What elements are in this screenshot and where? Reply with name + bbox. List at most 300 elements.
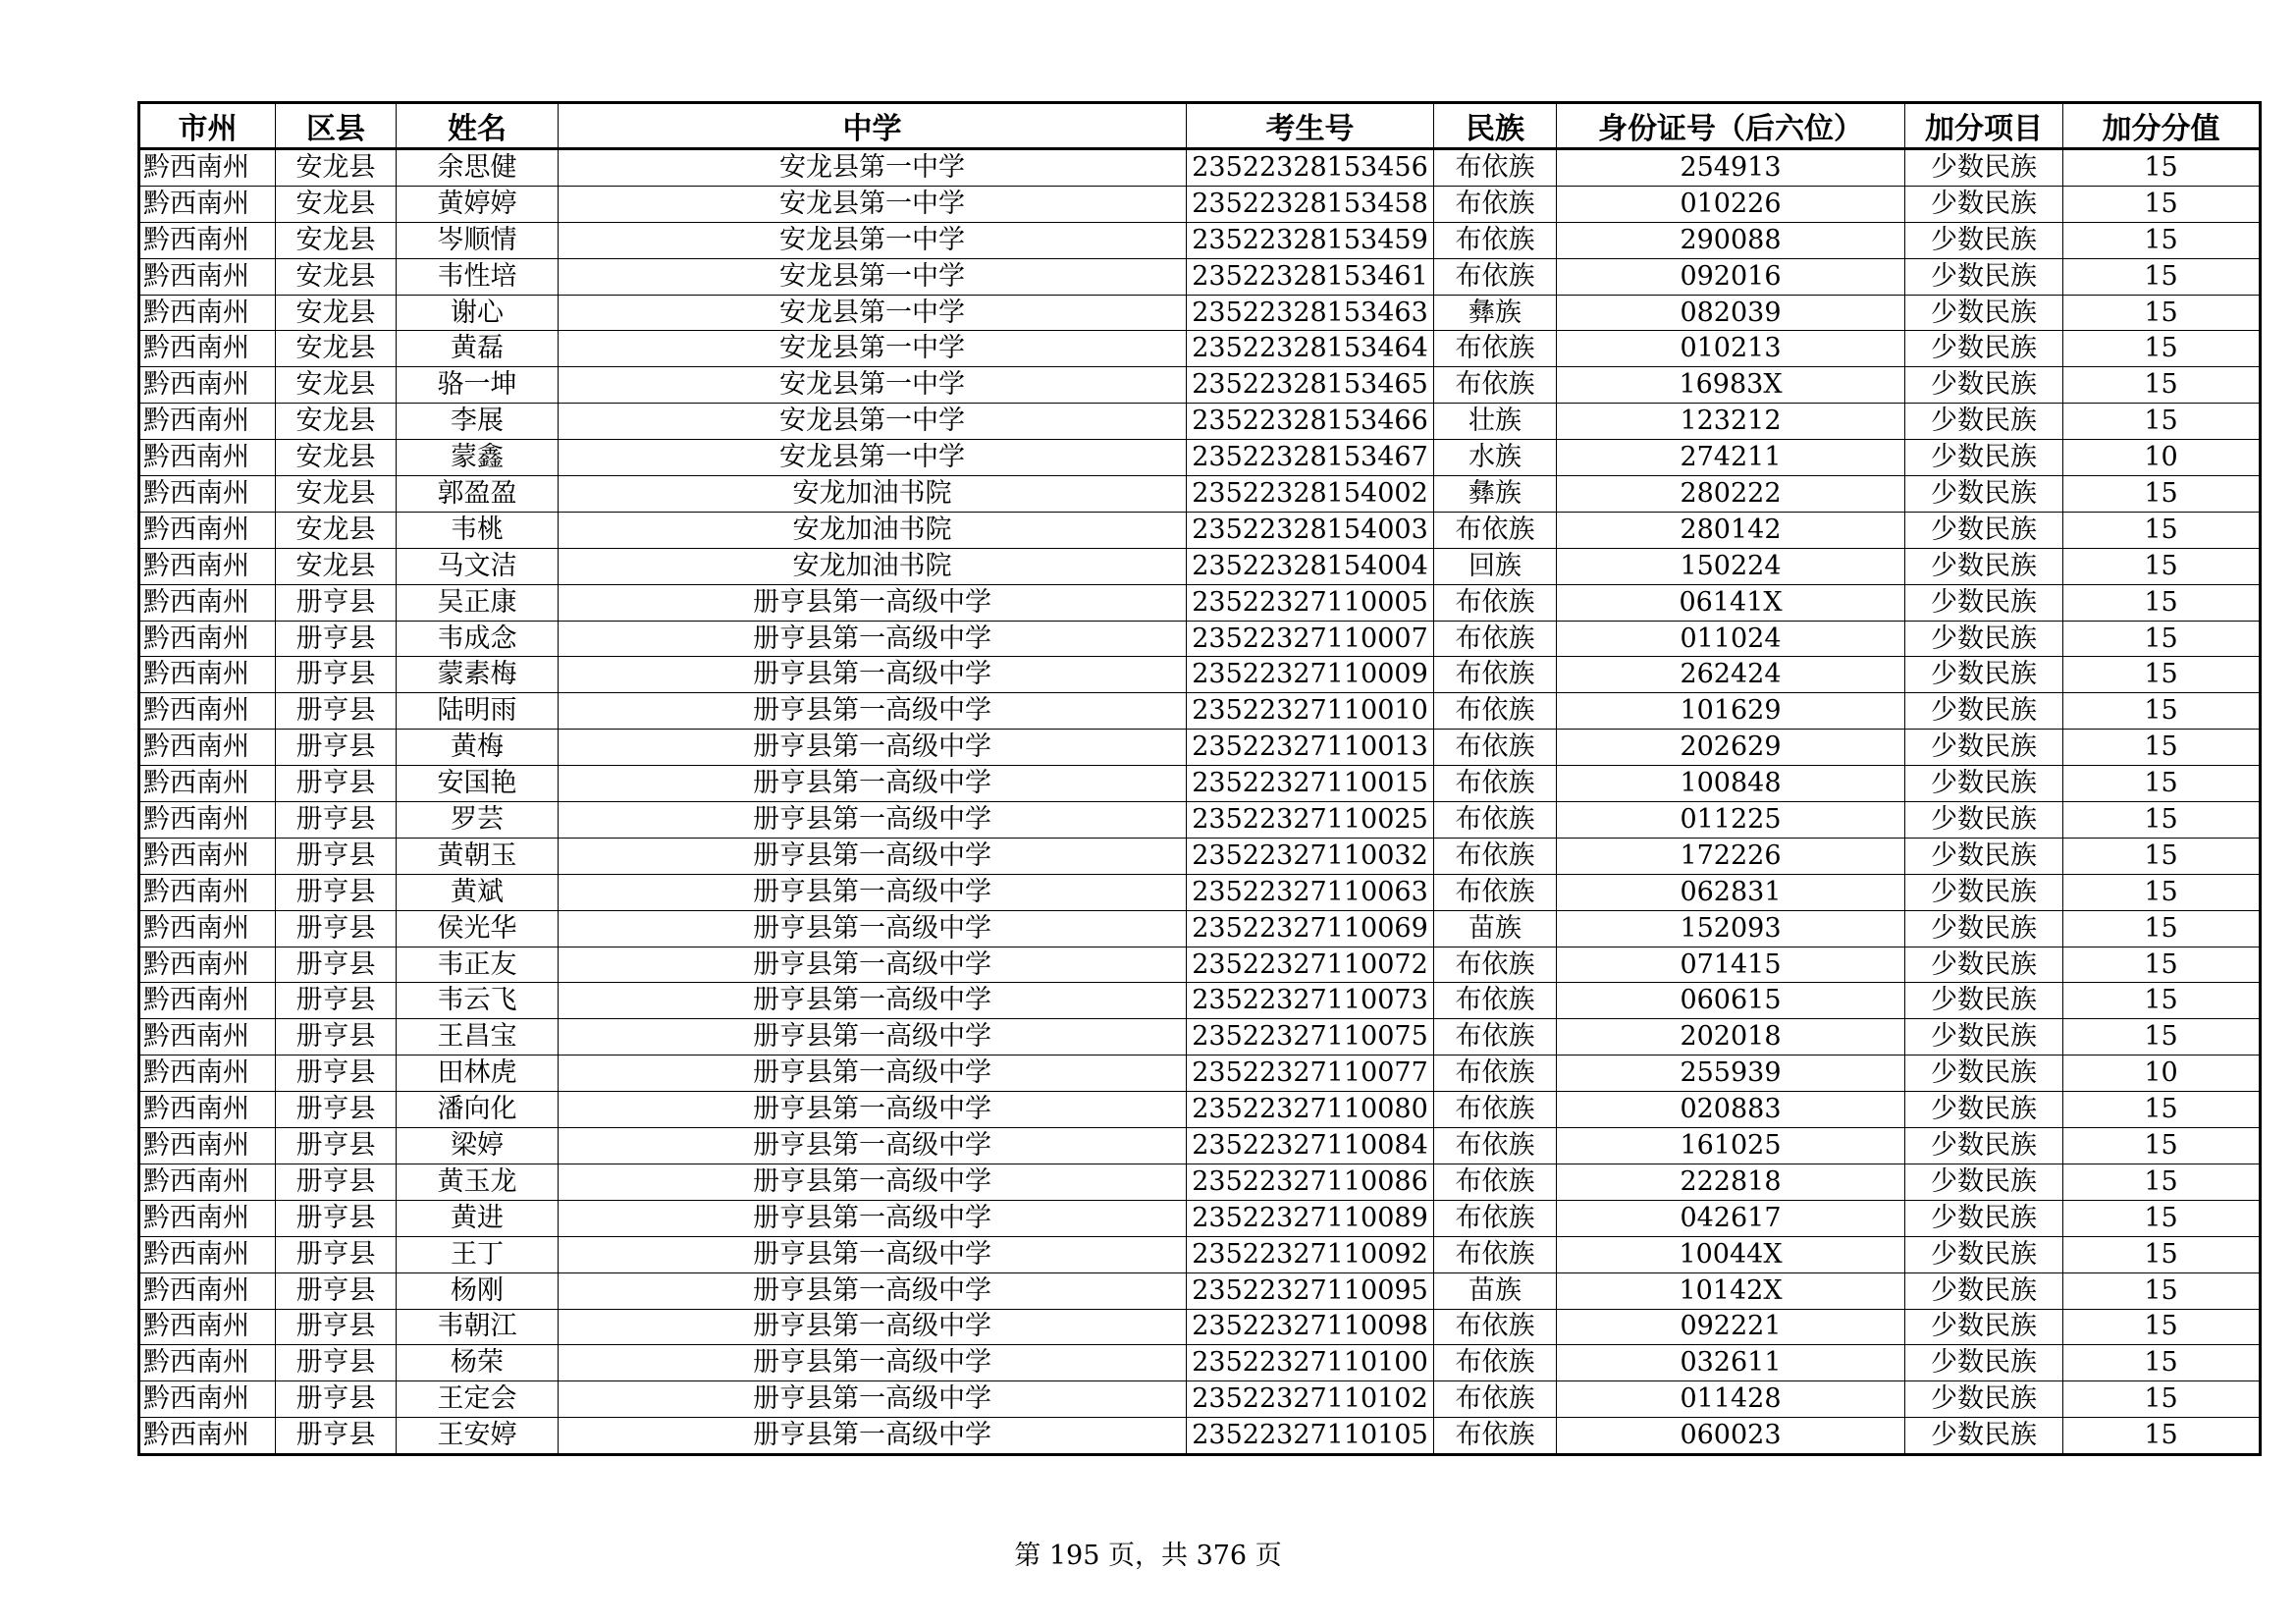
cell-name: 蒙鑫 — [397, 440, 559, 476]
cell-ethnicity: 布依族 — [1434, 584, 1557, 621]
cell-name: 梁婷 — [397, 1128, 559, 1164]
cell-bonus-item: 少数民族 — [1905, 512, 2063, 548]
cell-bonus-points: 15 — [2063, 1019, 2261, 1056]
table-row — [139, 766, 2261, 802]
cell-county: 安龙县 — [276, 258, 397, 295]
cell-ethnicity: 布依族 — [1434, 1345, 1557, 1381]
cell-school: 安龙县第一中学 — [559, 331, 1187, 367]
cell-ethnicity: 布依族 — [1434, 1236, 1557, 1272]
cell-id-suffix: 042617 — [1557, 1200, 1905, 1236]
cell-county: 册亨县 — [276, 1200, 397, 1236]
cell-bonus-points: 15 — [2063, 693, 2261, 730]
table-row — [139, 730, 2261, 766]
cell-bonus-points: 15 — [2063, 367, 2261, 404]
cell-ethnicity: 彝族 — [1434, 295, 1557, 331]
cell-exam-number: 23522327110010 — [1187, 693, 1434, 730]
cell-bonus-item: 少数民族 — [1905, 621, 2063, 657]
cell-name: 谢心 — [397, 295, 559, 331]
cell-id-suffix: 100848 — [1557, 766, 1905, 802]
cell-city: 黔西南州 — [139, 548, 276, 584]
cell-bonus-item: 少数民族 — [1905, 404, 2063, 440]
cell-name: 韦云飞 — [397, 983, 559, 1019]
cell-county: 册亨县 — [276, 874, 397, 910]
cell-bonus-points: 10 — [2063, 440, 2261, 476]
cell-id-suffix: 020883 — [1557, 1092, 1905, 1128]
cell-id-suffix: 152093 — [1557, 910, 1905, 947]
cell-ethnicity: 布依族 — [1434, 1200, 1557, 1236]
cell-exam-number: 23522328153466 — [1187, 404, 1434, 440]
cell-name: 韦朝江 — [397, 1309, 559, 1345]
cell-city: 黔西南州 — [139, 1200, 276, 1236]
cell-bonus-points: 15 — [2063, 1092, 2261, 1128]
cell-name: 黄玉龙 — [397, 1164, 559, 1200]
cell-id-suffix: 010213 — [1557, 331, 1905, 367]
cell-name: 王定会 — [397, 1381, 559, 1418]
table-row — [139, 874, 2261, 910]
cell-exam-number: 23522327110086 — [1187, 1164, 1434, 1200]
cell-bonus-item: 少数民族 — [1905, 476, 2063, 513]
cell-id-suffix: 062831 — [1557, 874, 1905, 910]
cell-exam-number: 23522327110073 — [1187, 983, 1434, 1019]
cell-county: 安龙县 — [276, 331, 397, 367]
cell-id-suffix: 202629 — [1557, 730, 1905, 766]
table-row — [139, 1019, 2261, 1056]
cell-name: 侯光华 — [397, 910, 559, 947]
cell-city: 黔西南州 — [139, 222, 276, 258]
cell-bonus-points: 15 — [2063, 331, 2261, 367]
cell-exam-number: 23522327110069 — [1187, 910, 1434, 947]
cell-ethnicity: 彝族 — [1434, 476, 1557, 513]
cell-name: 田林虎 — [397, 1056, 559, 1092]
cell-id-suffix: 16983X — [1557, 367, 1905, 404]
cell-bonus-item: 少数民族 — [1905, 983, 2063, 1019]
table-row — [139, 838, 2261, 874]
cell-ethnicity: 布依族 — [1434, 838, 1557, 874]
table-row — [139, 258, 2261, 295]
cell-name: 韦性培 — [397, 258, 559, 295]
cell-county: 安龙县 — [276, 512, 397, 548]
cell-ethnicity: 布依族 — [1434, 258, 1557, 295]
cell-county: 册亨县 — [276, 621, 397, 657]
cell-city: 黔西南州 — [139, 1418, 276, 1455]
cell-bonus-item: 少数民族 — [1905, 548, 2063, 584]
cell-exam-number: 23522327110013 — [1187, 730, 1434, 766]
header-name: 姓名 — [397, 103, 559, 149]
cell-name: 岑顺情 — [397, 222, 559, 258]
cell-ethnicity: 布依族 — [1434, 222, 1557, 258]
cell-school: 安龙县第一中学 — [559, 440, 1187, 476]
cell-bonus-item: 少数民族 — [1905, 1092, 2063, 1128]
cell-bonus-item: 少数民族 — [1905, 1164, 2063, 1200]
cell-city: 黔西南州 — [139, 512, 276, 548]
cell-id-suffix: 262424 — [1557, 657, 1905, 693]
cell-name: 韦正友 — [397, 947, 559, 983]
cell-exam-number: 23522328153458 — [1187, 186, 1434, 222]
cell-ethnicity: 布依族 — [1434, 874, 1557, 910]
table-row — [139, 331, 2261, 367]
cell-bonus-item: 少数民族 — [1905, 222, 2063, 258]
cell-exam-number: 23522328154004 — [1187, 548, 1434, 584]
table-row — [139, 1164, 2261, 1200]
cell-bonus-item: 少数民族 — [1905, 766, 2063, 802]
cell-county: 安龙县 — [276, 186, 397, 222]
cell-name: 杨刚 — [397, 1272, 559, 1309]
cell-city: 黔西南州 — [139, 476, 276, 513]
cell-exam-number: 23522327110007 — [1187, 621, 1434, 657]
cell-bonus-points: 15 — [2063, 838, 2261, 874]
cell-bonus-item: 少数民族 — [1905, 331, 2063, 367]
cell-ethnicity: 布依族 — [1434, 149, 1557, 187]
cell-bonus-item: 少数民族 — [1905, 258, 2063, 295]
cell-city: 黔西南州 — [139, 440, 276, 476]
table-row — [139, 222, 2261, 258]
cell-county: 安龙县 — [276, 367, 397, 404]
cell-name: 黄婷婷 — [397, 186, 559, 222]
table-row — [139, 1309, 2261, 1345]
cell-ethnicity: 布依族 — [1434, 947, 1557, 983]
cell-bonus-points: 15 — [2063, 766, 2261, 802]
cell-city: 黔西南州 — [139, 584, 276, 621]
cell-exam-number: 23522327110089 — [1187, 1200, 1434, 1236]
header-id-suffix: 身份证号（后六位） — [1557, 103, 1905, 149]
cell-exam-number: 23522328154003 — [1187, 512, 1434, 548]
cell-id-suffix: 10142X — [1557, 1272, 1905, 1309]
cell-exam-number: 23522327110077 — [1187, 1056, 1434, 1092]
cell-county: 册亨县 — [276, 1164, 397, 1200]
cell-school: 册亨县第一高级中学 — [559, 1128, 1187, 1164]
cell-exam-number: 23522327110009 — [1187, 657, 1434, 693]
cell-school: 册亨县第一高级中学 — [559, 838, 1187, 874]
table-row — [139, 440, 2261, 476]
cell-bonus-item: 少数民族 — [1905, 295, 2063, 331]
cell-city: 黔西南州 — [139, 367, 276, 404]
cell-bonus-item: 少数民族 — [1905, 1345, 2063, 1381]
cell-bonus-item: 少数民族 — [1905, 1056, 2063, 1092]
cell-bonus-item: 少数民族 — [1905, 730, 2063, 766]
cell-city: 黔西南州 — [139, 331, 276, 367]
cell-ethnicity: 壮族 — [1434, 404, 1557, 440]
cell-city: 黔西南州 — [139, 1272, 276, 1309]
header-ethnicity: 民族 — [1434, 103, 1557, 149]
cell-name: 黄进 — [397, 1200, 559, 1236]
cell-name: 王丁 — [397, 1236, 559, 1272]
cell-id-suffix: 060023 — [1557, 1418, 1905, 1455]
cell-name: 潘向化 — [397, 1092, 559, 1128]
cell-school: 册亨县第一高级中学 — [559, 730, 1187, 766]
cell-name: 杨荣 — [397, 1345, 559, 1381]
cell-bonus-points: 15 — [2063, 186, 2261, 222]
cell-bonus-item: 少数民族 — [1905, 1200, 2063, 1236]
cell-bonus-points: 15 — [2063, 258, 2261, 295]
cell-bonus-points: 15 — [2063, 548, 2261, 584]
table-row — [139, 512, 2261, 548]
cell-county: 册亨县 — [276, 1345, 397, 1381]
cell-school: 册亨县第一高级中学 — [559, 621, 1187, 657]
cell-bonus-points: 15 — [2063, 149, 2261, 187]
cell-id-suffix: 280142 — [1557, 512, 1905, 548]
cell-id-suffix: 011428 — [1557, 1381, 1905, 1418]
cell-city: 黔西南州 — [139, 404, 276, 440]
cell-city: 黔西南州 — [139, 1381, 276, 1418]
cell-bonus-item: 少数民族 — [1905, 1309, 2063, 1345]
cell-bonus-points: 15 — [2063, 1236, 2261, 1272]
cell-county: 安龙县 — [276, 295, 397, 331]
cell-ethnicity: 布依族 — [1434, 730, 1557, 766]
cell-bonus-points: 15 — [2063, 404, 2261, 440]
table-row — [139, 910, 2261, 947]
header-county: 区县 — [276, 103, 397, 149]
cell-city: 黔西南州 — [139, 1092, 276, 1128]
cell-exam-number: 23522328153464 — [1187, 331, 1434, 367]
cell-ethnicity: 布依族 — [1434, 1092, 1557, 1128]
cell-id-suffix: 082039 — [1557, 295, 1905, 331]
cell-name: 蒙素梅 — [397, 657, 559, 693]
cell-bonus-item: 少数民族 — [1905, 693, 2063, 730]
table-row — [139, 295, 2261, 331]
cell-school: 安龙县第一中学 — [559, 222, 1187, 258]
cell-id-suffix: 290088 — [1557, 222, 1905, 258]
cell-id-suffix: 161025 — [1557, 1128, 1905, 1164]
table-row — [139, 367, 2261, 404]
cell-county: 册亨县 — [276, 1128, 397, 1164]
cell-bonus-points: 15 — [2063, 476, 2261, 513]
cell-school: 安龙县第一中学 — [559, 149, 1187, 187]
cell-city: 黔西南州 — [139, 1128, 276, 1164]
table-row — [139, 186, 2261, 222]
cell-city: 黔西南州 — [139, 657, 276, 693]
cell-county: 册亨县 — [276, 657, 397, 693]
cell-name: 韦成念 — [397, 621, 559, 657]
cell-school: 册亨县第一高级中学 — [559, 910, 1187, 947]
cell-county: 安龙县 — [276, 548, 397, 584]
cell-county: 册亨县 — [276, 1381, 397, 1418]
cell-school: 册亨县第一高级中学 — [559, 693, 1187, 730]
cell-school: 册亨县第一高级中学 — [559, 1418, 1187, 1455]
cell-id-suffix: 06141X — [1557, 584, 1905, 621]
cell-id-suffix: 150224 — [1557, 548, 1905, 584]
cell-bonus-points: 15 — [2063, 621, 2261, 657]
table-row — [139, 1418, 2261, 1455]
cell-school: 安龙县第一中学 — [559, 404, 1187, 440]
cell-bonus-item: 少数民族 — [1905, 440, 2063, 476]
cell-city: 黔西南州 — [139, 1019, 276, 1056]
table-row — [139, 476, 2261, 513]
cell-name: 马文洁 — [397, 548, 559, 584]
cell-bonus-item: 少数民族 — [1905, 1418, 2063, 1455]
cell-id-suffix: 274211 — [1557, 440, 1905, 476]
cell-bonus-item: 少数民族 — [1905, 367, 2063, 404]
cell-school: 册亨县第一高级中学 — [559, 1272, 1187, 1309]
cell-ethnicity: 布依族 — [1434, 693, 1557, 730]
cell-ethnicity: 布依族 — [1434, 983, 1557, 1019]
cell-id-suffix: 255939 — [1557, 1056, 1905, 1092]
cell-county: 册亨县 — [276, 693, 397, 730]
page-number: 第 195 页，共 376 页 — [1014, 1541, 1282, 1571]
header-bonus-item: 加分项目 — [1905, 103, 2063, 149]
cell-exam-number: 23522327110102 — [1187, 1381, 1434, 1418]
cell-school: 册亨县第一高级中学 — [559, 1381, 1187, 1418]
cell-bonus-points: 15 — [2063, 947, 2261, 983]
cell-exam-number: 23522328153461 — [1187, 258, 1434, 295]
header-exam-number: 考生号 — [1187, 103, 1434, 149]
table-row — [139, 983, 2261, 1019]
cell-county: 册亨县 — [276, 1272, 397, 1309]
cell-county: 安龙县 — [276, 404, 397, 440]
cell-city: 黔西南州 — [139, 621, 276, 657]
cell-name: 黄朝玉 — [397, 838, 559, 874]
cell-school: 安龙县第一中学 — [559, 295, 1187, 331]
cell-exam-number: 23522327110080 — [1187, 1092, 1434, 1128]
cell-bonus-item: 少数民族 — [1905, 1128, 2063, 1164]
cell-city: 黔西南州 — [139, 947, 276, 983]
cell-name: 余思健 — [397, 149, 559, 187]
cell-city: 黔西南州 — [139, 149, 276, 187]
cell-id-suffix: 101629 — [1557, 693, 1905, 730]
cell-ethnicity: 布依族 — [1434, 186, 1557, 222]
cell-city: 黔西南州 — [139, 258, 276, 295]
table-row — [139, 1056, 2261, 1092]
cell-bonus-item: 少数民族 — [1905, 584, 2063, 621]
cell-school: 安龙加油书院 — [559, 512, 1187, 548]
cell-school: 安龙县第一中学 — [559, 367, 1187, 404]
cell-ethnicity: 回族 — [1434, 548, 1557, 584]
header-school: 中学 — [559, 103, 1187, 149]
cell-name: 陆明雨 — [397, 693, 559, 730]
cell-name: 骆一坤 — [397, 367, 559, 404]
cell-exam-number: 23522328153456 — [1187, 149, 1434, 187]
cell-county: 册亨县 — [276, 584, 397, 621]
cell-name: 王安婷 — [397, 1418, 559, 1455]
cell-bonus-item: 少数民族 — [1905, 874, 2063, 910]
cell-exam-number: 23522328153465 — [1187, 367, 1434, 404]
cell-school: 册亨县第一高级中学 — [559, 1164, 1187, 1200]
cell-city: 黔西南州 — [139, 802, 276, 839]
cell-bonus-item: 少数民族 — [1905, 1019, 2063, 1056]
cell-bonus-points: 15 — [2063, 983, 2261, 1019]
cell-id-suffix: 071415 — [1557, 947, 1905, 983]
cell-name: 郭盈盈 — [397, 476, 559, 513]
cell-ethnicity: 布依族 — [1434, 367, 1557, 404]
cell-bonus-points: 15 — [2063, 295, 2261, 331]
cell-school: 册亨县第一高级中学 — [559, 1200, 1187, 1236]
cell-ethnicity: 布依族 — [1434, 1164, 1557, 1200]
cell-bonus-item: 少数民族 — [1905, 186, 2063, 222]
cell-county: 安龙县 — [276, 476, 397, 513]
cell-county: 册亨县 — [276, 766, 397, 802]
cell-bonus-points: 15 — [2063, 802, 2261, 839]
cell-id-suffix: 060615 — [1557, 983, 1905, 1019]
cell-city: 黔西南州 — [139, 766, 276, 802]
cell-county: 册亨县 — [276, 1019, 397, 1056]
cell-bonus-item: 少数民族 — [1905, 947, 2063, 983]
cell-ethnicity: 布依族 — [1434, 657, 1557, 693]
table-row — [139, 548, 2261, 584]
cell-exam-number: 23522327110075 — [1187, 1019, 1434, 1056]
cell-ethnicity: 布依族 — [1434, 331, 1557, 367]
cell-city: 黔西南州 — [139, 1056, 276, 1092]
cell-county: 册亨县 — [276, 1418, 397, 1455]
cell-bonus-points: 15 — [2063, 730, 2261, 766]
cell-id-suffix: 011225 — [1557, 802, 1905, 839]
cell-school: 册亨县第一高级中学 — [559, 1309, 1187, 1345]
table-row — [139, 1092, 2261, 1128]
cell-school: 安龙加油书院 — [559, 476, 1187, 513]
cell-city: 黔西南州 — [139, 1164, 276, 1200]
cell-school: 册亨县第一高级中学 — [559, 1236, 1187, 1272]
cell-id-suffix: 172226 — [1557, 838, 1905, 874]
table-row — [139, 1200, 2261, 1236]
cell-school: 安龙加油书院 — [559, 548, 1187, 584]
cell-exam-number: 23522328153463 — [1187, 295, 1434, 331]
cell-city: 黔西南州 — [139, 1309, 276, 1345]
table-row — [139, 802, 2261, 839]
cell-exam-number: 23522327110063 — [1187, 874, 1434, 910]
cell-exam-number: 23522327110092 — [1187, 1236, 1434, 1272]
cell-ethnicity: 苗族 — [1434, 1272, 1557, 1309]
cell-bonus-points: 15 — [2063, 910, 2261, 947]
cell-ethnicity: 布依族 — [1434, 1309, 1557, 1345]
table-row — [139, 404, 2261, 440]
cell-name: 李展 — [397, 404, 559, 440]
table-row — [139, 149, 2261, 187]
cell-bonus-item: 少数民族 — [1905, 1272, 2063, 1309]
cell-school: 册亨县第一高级中学 — [559, 802, 1187, 839]
cell-name: 安国艳 — [397, 766, 559, 802]
cell-city: 黔西南州 — [139, 910, 276, 947]
table-row — [139, 1236, 2261, 1272]
cell-bonus-item: 少数民族 — [1905, 838, 2063, 874]
cell-exam-number: 23522327110015 — [1187, 766, 1434, 802]
cell-school: 安龙县第一中学 — [559, 186, 1187, 222]
cell-city: 黔西南州 — [139, 186, 276, 222]
cell-county: 册亨县 — [276, 838, 397, 874]
table-row — [139, 621, 2261, 657]
cell-exam-number: 23522327110025 — [1187, 802, 1434, 839]
cell-name: 王昌宝 — [397, 1019, 559, 1056]
cell-school: 册亨县第一高级中学 — [559, 1019, 1187, 1056]
cell-county: 册亨县 — [276, 1309, 397, 1345]
cell-school: 册亨县第一高级中学 — [559, 874, 1187, 910]
table-row — [139, 584, 2261, 621]
cell-city: 黔西南州 — [139, 1345, 276, 1381]
cell-city: 黔西南州 — [139, 295, 276, 331]
cell-bonus-points: 15 — [2063, 1164, 2261, 1200]
cell-city: 黔西南州 — [139, 838, 276, 874]
cell-name: 黄磊 — [397, 331, 559, 367]
cell-school: 册亨县第一高级中学 — [559, 1056, 1187, 1092]
cell-name: 黄梅 — [397, 730, 559, 766]
cell-bonus-item: 少数民族 — [1905, 802, 2063, 839]
cell-exam-number: 23522328154002 — [1187, 476, 1434, 513]
table-row — [139, 1381, 2261, 1418]
cell-school: 安龙县第一中学 — [559, 258, 1187, 295]
cell-city: 黔西南州 — [139, 693, 276, 730]
cell-bonus-points: 15 — [2063, 1381, 2261, 1418]
cell-id-suffix: 032611 — [1557, 1345, 1905, 1381]
cell-county: 册亨县 — [276, 983, 397, 1019]
table-row — [139, 947, 2261, 983]
cell-bonus-points: 15 — [2063, 1272, 2261, 1309]
cell-id-suffix: 254913 — [1557, 149, 1905, 187]
cell-county: 册亨县 — [276, 1056, 397, 1092]
cell-id-suffix: 011024 — [1557, 621, 1905, 657]
cell-bonus-points: 15 — [2063, 222, 2261, 258]
cell-ethnicity: 水族 — [1434, 440, 1557, 476]
cell-exam-number: 23522327110032 — [1187, 838, 1434, 874]
cell-bonus-points: 15 — [2063, 584, 2261, 621]
cell-ethnicity: 布依族 — [1434, 1128, 1557, 1164]
cell-city: 黔西南州 — [139, 730, 276, 766]
